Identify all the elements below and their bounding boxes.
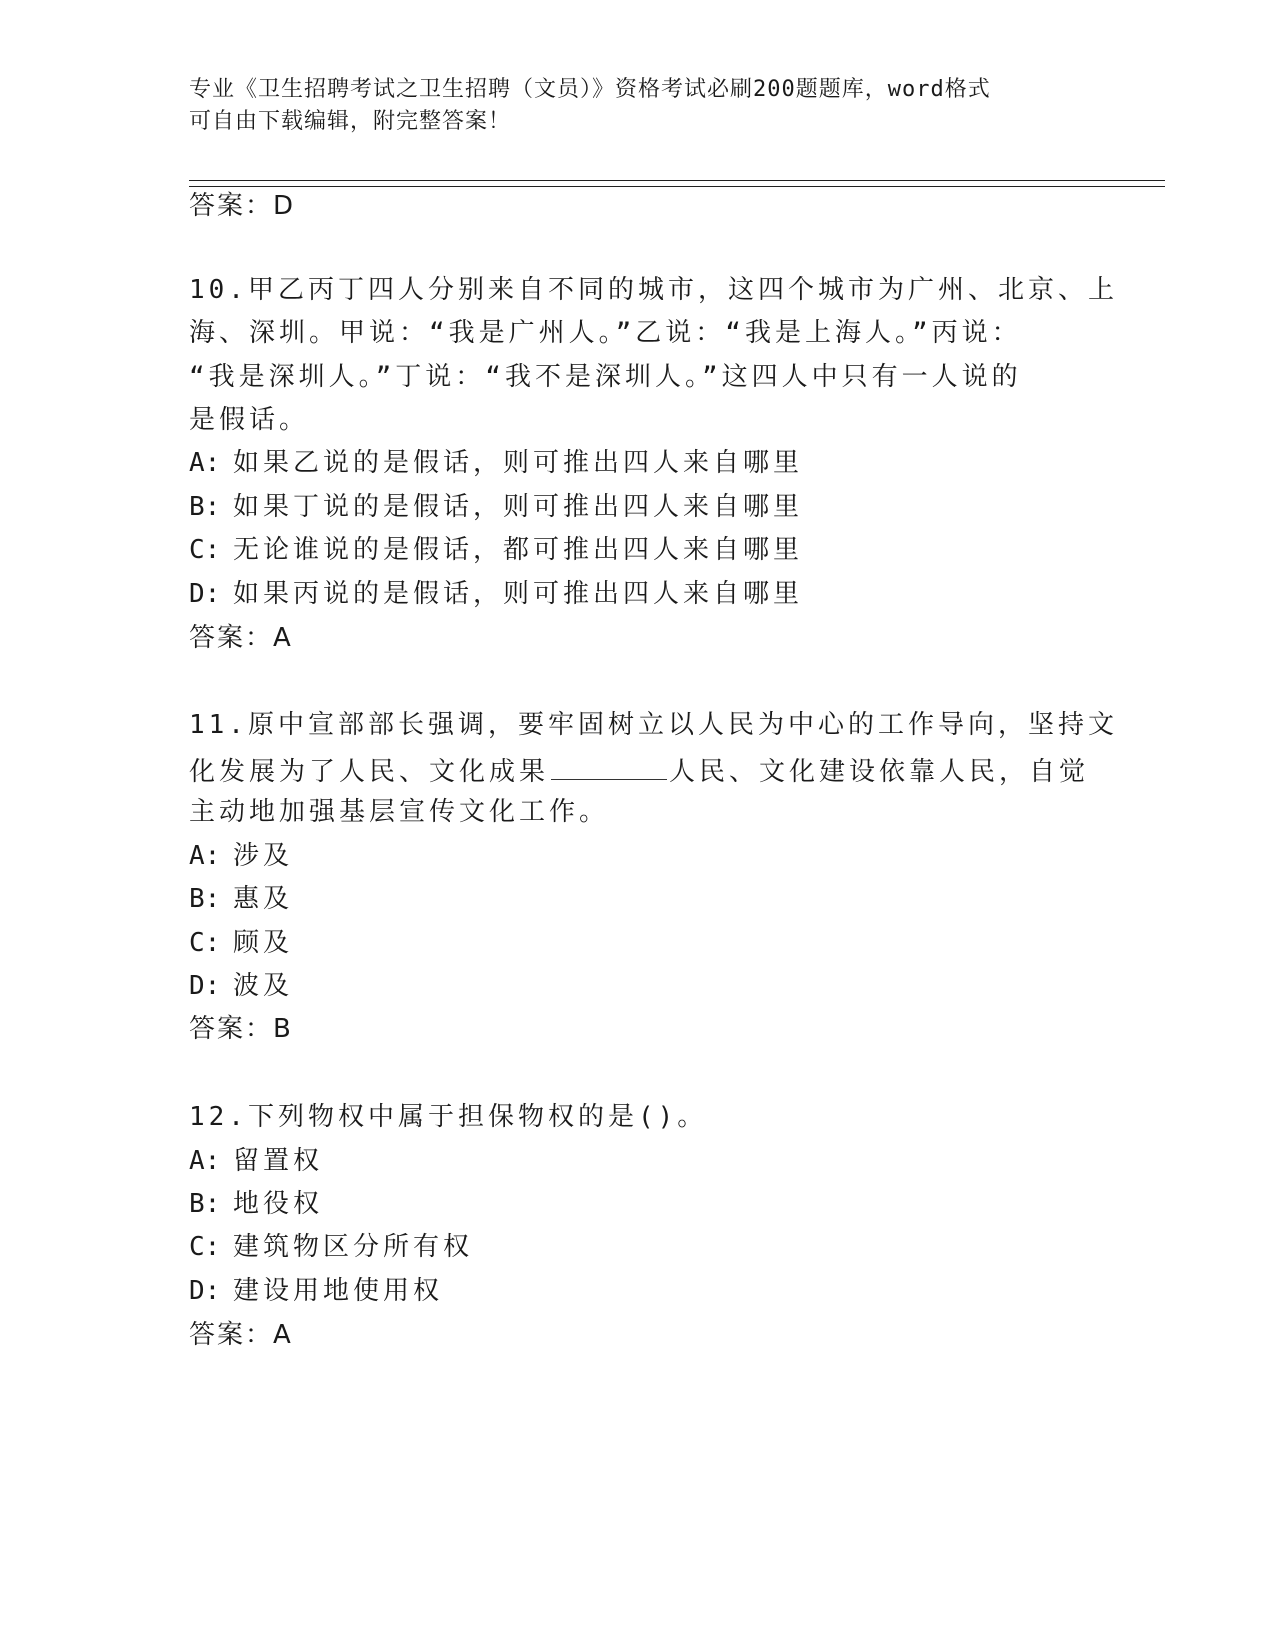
- option-letter: C:: [189, 928, 221, 958]
- option-letter: B:: [189, 884, 221, 914]
- option-a: [189, 1141, 323, 1181]
- question-stem-line: 12.下列物权中属于担保物权的是()。: [189, 1102, 708, 1132]
- option-text: 涉及: [233, 841, 294, 871]
- option-a: [189, 443, 803, 483]
- stem-text-after-blank: 人民、文化建设依靠人民，自觉: [669, 757, 1090, 787]
- option-c: [189, 1227, 473, 1267]
- answer-label: 答案：: [189, 1320, 274, 1350]
- question-stem-line: 主动地加强基层宣传文化工作。: [189, 797, 610, 827]
- answer-value: B: [273, 1014, 292, 1044]
- option-text: 建设用地使用权: [233, 1276, 444, 1306]
- fill-in-blank: [551, 749, 667, 780]
- answer-line: [189, 1315, 292, 1355]
- option-letter: C:: [189, 535, 221, 565]
- option-text: 如果丙说的是假话，则可推出四人来自哪里: [233, 579, 804, 609]
- option-text: 留置权: [233, 1146, 324, 1176]
- header-divider-top: [189, 180, 1165, 181]
- option-letter: A:: [189, 841, 221, 871]
- option-c: [189, 530, 803, 570]
- option-text: 惠及: [233, 884, 294, 914]
- question-stem-line-with-blank: [189, 749, 1089, 789]
- option-letter: D:: [189, 1276, 221, 1306]
- option-b: [189, 487, 803, 527]
- document-header: [189, 74, 1089, 138]
- option-a: [189, 836, 293, 876]
- answer-value: A: [273, 1320, 292, 1350]
- prev-answer-line: [189, 186, 294, 226]
- option-text: 如果乙说的是假话，则可推出四人来自哪里: [233, 448, 804, 478]
- question-stem-line: 是假话。: [189, 405, 310, 435]
- option-text: 建筑物区分所有权: [233, 1232, 474, 1262]
- question-stem-line: 海、深圳。甲说：“我是广州人。”乙说：“我是上海人。”丙说：: [189, 318, 1022, 348]
- option-d: [189, 1271, 443, 1311]
- question-stem-line: “我是深圳人。”丁说：“我不是深圳人。”这四人中只有一人说的: [189, 362, 1022, 392]
- option-text: 如果丁说的是假话，则可推出四人来自哪里: [233, 492, 804, 522]
- header-line-1: 专业《卫生招聘考试之卫生招聘（文员）》资格考试必刷200题题库，word格式: [189, 77, 991, 102]
- header-line-2: 可自由下载编辑，附完整答案！: [189, 109, 512, 134]
- option-d: [189, 574, 803, 614]
- option-text: 波及: [233, 971, 294, 1001]
- answer-line: [189, 618, 292, 658]
- option-letter: C:: [189, 1232, 221, 1262]
- option-d: [189, 966, 293, 1006]
- answer-value: D: [273, 191, 295, 221]
- header-divider-bottom: [189, 186, 1165, 187]
- option-text: 地役权: [233, 1189, 324, 1219]
- option-letter: A:: [189, 1146, 221, 1176]
- answer-value: A: [273, 623, 292, 653]
- option-letter: D:: [189, 971, 221, 1001]
- option-c: [189, 923, 293, 963]
- answer-line: [189, 1009, 292, 1049]
- option-letter: B:: [189, 492, 221, 522]
- question-stem-line: 10.甲乙丙丁四人分别来自不同的城市，这四个城市为广州、北京、上: [189, 275, 1118, 305]
- answer-label: 答案：: [189, 623, 274, 653]
- option-b: [189, 879, 293, 919]
- option-b: [189, 1184, 323, 1224]
- answer-label: 答案：: [189, 1014, 274, 1044]
- stem-text-before-blank: 化发展为了人民、文化成果: [189, 757, 550, 787]
- option-letter: D:: [189, 579, 221, 609]
- answer-label: 答案：: [189, 191, 274, 221]
- option-text: 顾及: [233, 928, 294, 958]
- option-text: 无论谁说的是假话，都可推出四人来自哪里: [233, 535, 804, 565]
- option-letter: B:: [189, 1189, 221, 1219]
- option-letter: A:: [189, 448, 221, 478]
- question-stem-line: 11.原中宣部部长强调，要牢固树立以人民为中心的工作导向，坚持文: [189, 710, 1118, 740]
